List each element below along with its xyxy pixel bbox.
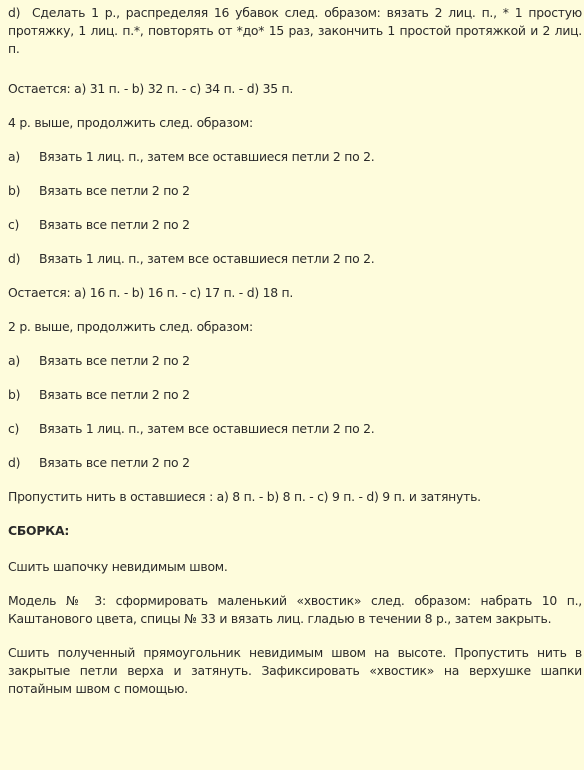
item-label: d) (8, 455, 21, 470)
section-1-item-d (8, 250, 582, 268)
thread-instruction: Пропустить нить в оставшиеся : a) 8 п. - b) 8 п. - c) 9 п. - d) 9 п. и затянуть. (8, 489, 481, 504)
intro-text: Сделать 1 р., распределяя 16 убавок след. образом: вязать 2 лиц. п., * 1 простую протяжку, 1 лиц. п.*, повторять от *до* 15 раз, закончить 1 простой протяжкой и 2 лиц. п. (8, 5, 582, 56)
assembly-heading: СБОРКА: (8, 523, 70, 538)
item-label: a) (8, 149, 20, 164)
item-text: Вязать все петли 2 по 2 (39, 217, 190, 232)
item-text: Вязать все петли 2 по 2 (39, 183, 190, 198)
item-text: Вязать 1 лиц. п., затем все оставшиеся петли 2 по 2. (39, 251, 375, 266)
item-label: a) (8, 353, 20, 368)
item-text: Вязать все петли 2 по 2 (39, 455, 190, 470)
final-assembly-paragraph: Сшить полученный прямоугольник невидимым швом на высоте. Пропустить нить в закрытые петли верха и затянуть. Зафиксировать «хвостик» на верхушке шапки потайным швом с помощью. (8, 645, 582, 696)
item-text: Вязать все петли 2 по 2 (39, 353, 190, 368)
section-2-item-b (8, 386, 582, 404)
assembly-step-1: Сшить шапочку невидимым швом. (8, 559, 228, 574)
item-text: Вязать все петли 2 по 2 (39, 387, 190, 402)
section-1-item-a (8, 148, 582, 166)
intro-label: d) (8, 5, 21, 20)
item-text: Вязать 1 лиц. п., затем все оставшиеся петли 2 по 2. (39, 421, 375, 436)
remaining-stitches-2: Остается: a) 16 п. - b) 16 п. - c) 17 п. - d) 18 п. (8, 285, 294, 300)
intro-paragraph (8, 4, 582, 58)
section-2-item-c (8, 420, 582, 438)
section-2-item-d (8, 454, 582, 472)
item-label: c) (8, 217, 20, 232)
section-1-intro: 4 р. выше, продолжить след. образом: (8, 115, 253, 130)
model-3-paragraph: Модель № 3: сформировать маленький «хвостик» след. образом: набрать 10 п., Каштанового цвета, спицы № 33 и вязать лиц. гладью в течении 8 р., затем закрыть. (8, 593, 582, 626)
item-label: b) (8, 183, 21, 198)
section-1-item-b (8, 182, 582, 200)
section-2-intro: 2 р. выше, продолжить след. образом: (8, 319, 253, 334)
item-text: Вязать 1 лиц. п., затем все оставшиеся петли 2 по 2. (39, 149, 375, 164)
item-label: c) (8, 421, 20, 436)
section-2-item-a (8, 352, 582, 370)
section-1-item-c (8, 216, 582, 234)
item-label: d) (8, 251, 21, 266)
item-label: b) (8, 387, 21, 402)
remaining-stitches-1: Остается: a) 31 п. - b) 32 п. - c) 34 п. - d) 35 п. (8, 81, 294, 96)
